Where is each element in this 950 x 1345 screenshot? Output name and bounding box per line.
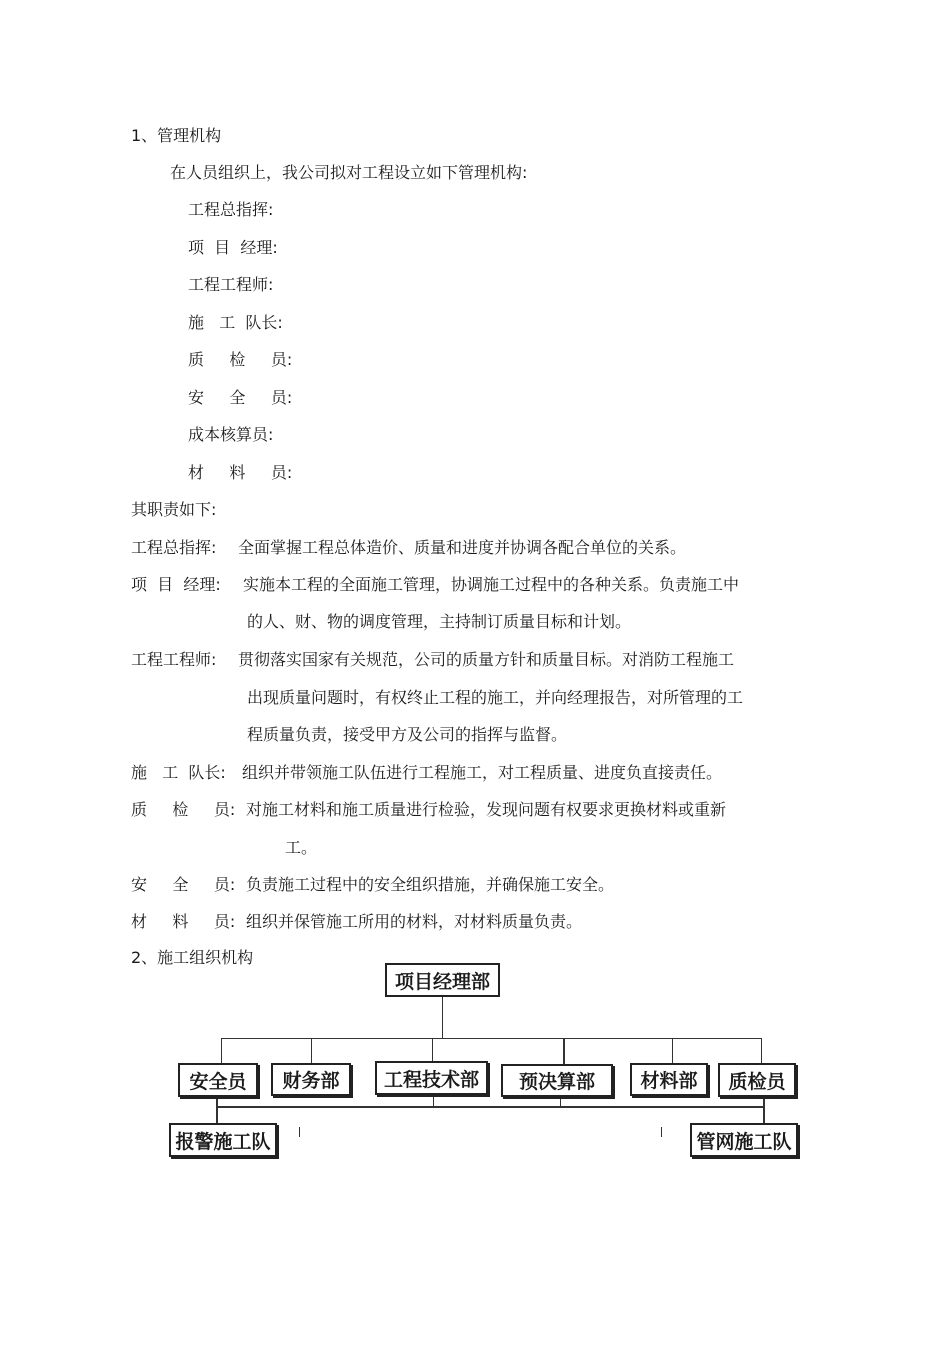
duty-label: 安 全 员: bbox=[131, 875, 236, 894]
duty-text: 全面掌握工程总体造价、质量和进度并协调各配合单位的关系。 bbox=[238, 538, 687, 557]
org-box-engineering-dept: 工程技术部 bbox=[375, 1061, 488, 1095]
role-item: 工程工程师: bbox=[188, 275, 274, 294]
org-box-alarm-team: 报警施工队 bbox=[169, 1123, 277, 1157]
org-box-budget-dept: 预决算部 bbox=[501, 1064, 613, 1097]
org-box-quality-inspector: 质检员 bbox=[718, 1063, 796, 1097]
duty-label: 工程总指挥: bbox=[131, 538, 217, 557]
connector-line bbox=[761, 1038, 762, 1063]
role-item: 安 全 员: bbox=[188, 388, 293, 407]
duty-text: 实施本工程的全面施工管理，协调施工过程中的各种关系。负责施工中 bbox=[243, 575, 740, 594]
org-box-finance-dept: 财务部 bbox=[271, 1063, 351, 1096]
duty-text: 的人、财、物的调度管理，主持制订质量目标和计划。 bbox=[247, 612, 632, 631]
connector-line bbox=[221, 1038, 762, 1039]
role-item: 工程总指挥: bbox=[188, 200, 274, 219]
role-item: 材 料 员: bbox=[188, 463, 293, 482]
role-item: 成本核算员: bbox=[188, 425, 274, 444]
duty-text: 组织并保管施工所用的材料，对材料质量负责。 bbox=[246, 912, 583, 931]
connector-line bbox=[432, 1038, 433, 1061]
duty-text: 出现质量问题时，有权终止工程的施工，并向经理报告，对所管理的工 bbox=[247, 688, 744, 707]
duty-label: 施 工 队长: bbox=[131, 763, 226, 782]
duty-label: 项 目 经理: bbox=[131, 575, 221, 594]
connector-line bbox=[221, 1038, 222, 1063]
tick-mark bbox=[661, 1127, 662, 1137]
duty-text: 对施工材料和施工质量进行检验，发现问题有权要求更换材料或重新 bbox=[246, 800, 727, 819]
connector-line bbox=[216, 1106, 765, 1108]
duty-text: 工。 bbox=[285, 838, 318, 857]
role-item: 施 工 队长: bbox=[188, 313, 283, 332]
duty-text: 贯彻落实国家有关规范，公司的质量方针和质量目标。对消防工程施工 bbox=[238, 650, 735, 669]
duty-label: 工程工程师: bbox=[131, 650, 217, 669]
org-box-pipe-network-team: 管网施工队 bbox=[690, 1123, 798, 1157]
section2-heading: 2、施工组织机构 bbox=[131, 948, 254, 967]
duties-heading: 其职责如下: bbox=[131, 500, 217, 519]
connector-line bbox=[311, 1038, 312, 1063]
tick-mark bbox=[299, 1127, 300, 1137]
section1-intro: 在人员组织上，我公司拟对工程设立如下管理机构: bbox=[170, 163, 528, 182]
duty-text: 程质量负责，接受甲方及公司的指挥与监督。 bbox=[247, 725, 568, 744]
connector-line bbox=[216, 1096, 218, 1124]
role-item: 项 目 经理: bbox=[188, 238, 278, 257]
role-item: 质 检 员: bbox=[188, 350, 293, 369]
org-box-materials-dept: 材料部 bbox=[630, 1063, 708, 1096]
connector-line bbox=[763, 1096, 765, 1124]
connector-line bbox=[672, 1038, 673, 1063]
org-box-project-manager-dept: 项目经理部 bbox=[385, 963, 500, 997]
connector-line bbox=[442, 995, 443, 1039]
section1-heading: 1、管理机构 bbox=[131, 126, 222, 145]
connector-line bbox=[563, 1038, 565, 1064]
org-box-safety-officer: 安全员 bbox=[178, 1063, 258, 1097]
duty-label: 材 料 员: bbox=[131, 912, 236, 931]
connector-line bbox=[433, 1096, 434, 1108]
duty-text: 组织并带领施工队伍进行工程施工，对工程质量、进度负直接责任。 bbox=[242, 763, 723, 782]
connector-line bbox=[560, 1096, 561, 1108]
duty-label: 质 检 员: bbox=[131, 800, 236, 819]
duty-text: 负责施工过程中的安全组织措施，并确保施工安全。 bbox=[246, 875, 615, 894]
